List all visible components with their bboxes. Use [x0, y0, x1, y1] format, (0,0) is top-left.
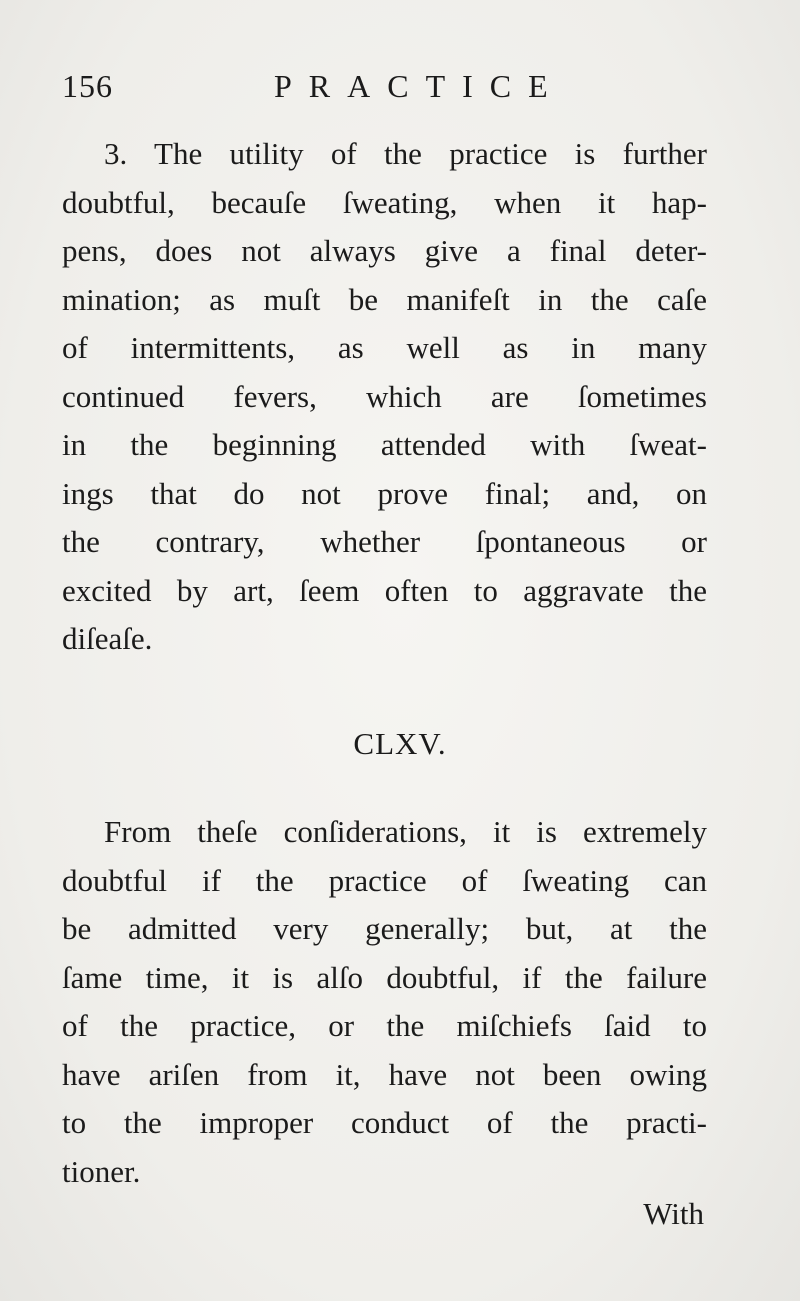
text-line: mination; as muſt be manifeſt in the caſe — [62, 281, 707, 317]
text-line: in the beginning attended with ſweat- — [62, 427, 707, 462]
text-line: ings that do not prove final; and, on — [62, 475, 707, 511]
catchword: With — [643, 1196, 704, 1231]
page-number: 156 — [62, 68, 113, 104]
text-line: continued fevers, which are ſometimes — [62, 378, 707, 414]
text-line: pens, does not always give a final deter- — [62, 233, 707, 268]
text-line: of the practice, or the miſchiefs ſaid to — [62, 1008, 707, 1043]
text-line: ſame time, it is alſo doubtful, if the failure — [62, 959, 707, 995]
section-heading: CLXV. — [353, 726, 447, 761]
text-line: have ariſen from it, have not been owing — [62, 1056, 707, 1092]
text-line: excited by art, ſeem often to aggravate the — [62, 572, 707, 608]
paragraph-clxv — [62, 808, 707, 1196]
text-line: From theſe conſiderations, it is extremely — [104, 814, 707, 849]
text-line: to the improper conduct of the practi- — [62, 1105, 707, 1140]
text-line: doubtful, becauſe ſweating, when it hap- — [62, 184, 707, 220]
text-line: of intermittents, as well as in many — [62, 330, 707, 365]
text-line: 3. The utility of the practice is further — [104, 136, 707, 171]
text-line: doubtful if the practice of ſweating can — [62, 862, 707, 898]
text-line: the contrary, whether ſpontaneous or — [62, 524, 707, 559]
text-line: diſeaſe. — [62, 621, 153, 656]
text-line: be admitted very generally; but, at the — [62, 911, 707, 946]
running-title: PRACTICE — [274, 68, 565, 104]
text-line: tioner. — [62, 1153, 141, 1189]
running-head — [62, 62, 722, 112]
paragraph-3 — [62, 130, 707, 664]
